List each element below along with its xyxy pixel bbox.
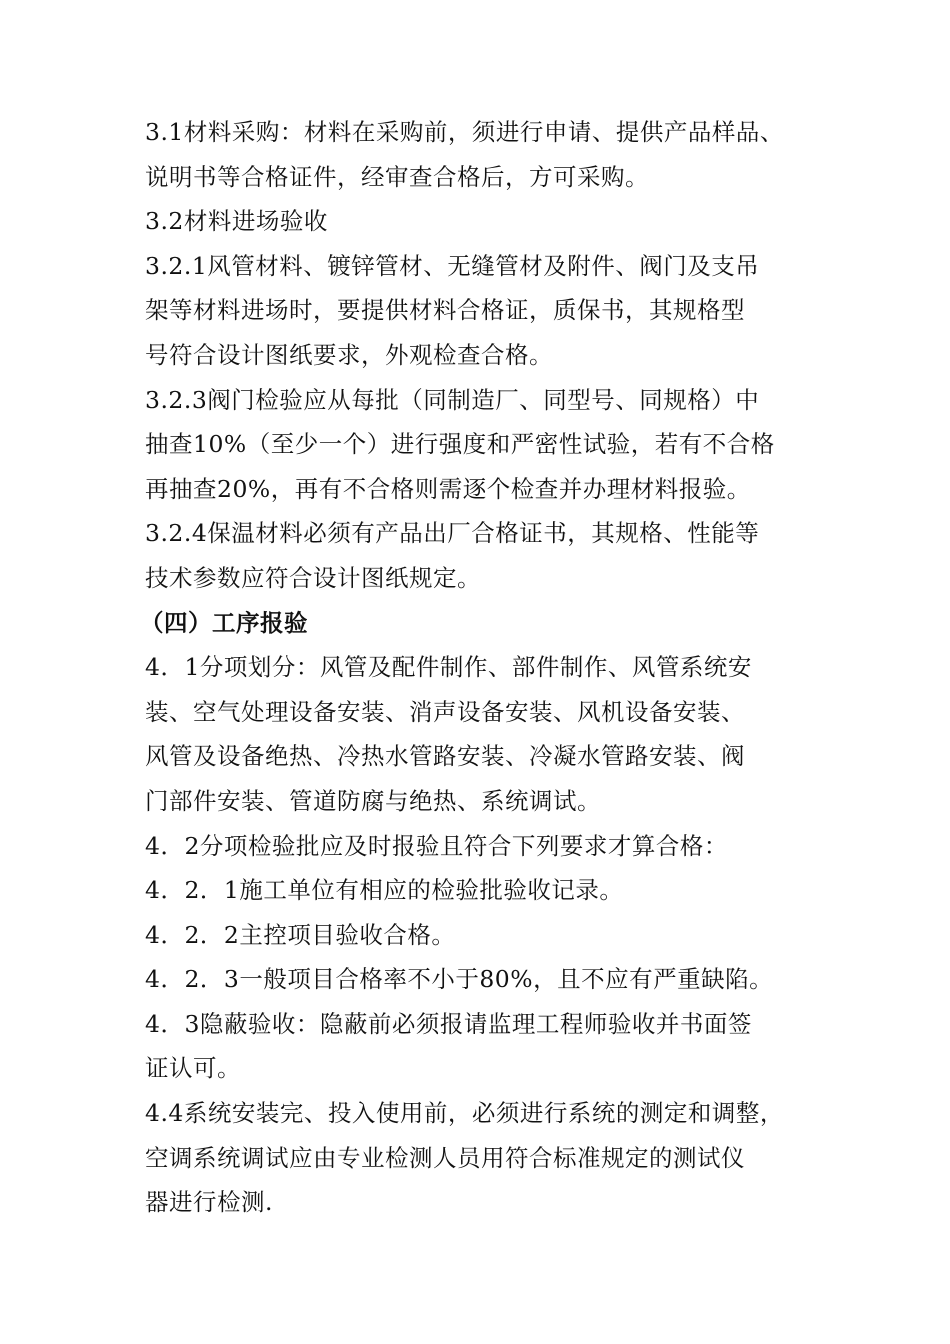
paragraph-3-2-4-line-1: 3.2.4保温材料必须有产品出厂合格证书，其规格、性能等 [145,519,760,548]
document-body [140,110,835,1225]
paragraph-4-3-line-2: 证认可。 [145,1054,241,1083]
paragraph-4-1-line-4: 门部件安装、管道防腐与绝热、系统调试。 [145,786,601,815]
paragraph-3-2-3-line-3: 再抽查20%，再有不合格则需逐个检查并办理材料报验。 [145,474,751,503]
paragraph-4-2-3: 4．2．3一般项目合格率不小于80%，且不应有严重缺陷。 [145,965,774,994]
paragraph-3-2-3-line-1: 3.2.3阀门检验应从每批（同制造厂、同型号、同规格）中 [145,385,760,414]
paragraph-4-2-line-1: 4．2分项检验批应及时报验且符合下列要求才算合格： [145,831,728,860]
paragraph-3-2-1-line-1: 3.2.1风管材料、镀锌管材、无缝管材及附件、阀门及支吊 [145,251,760,280]
paragraph-3-2-title: 3.2材料进场验收 [145,207,328,236]
section-heading-4: （四）工序报验 [140,608,308,637]
paragraph-3-1-line-1: 3.1材料采购：材料在采购前，须进行申请、提供产品样品、 [145,118,784,146]
paragraph-3-2-3-line-2: 抽查10%（至少一个）进行强度和严密性试验，若有不合格 [145,430,775,459]
paragraph-4-4-line-2: 空调系统调试应由专业检测人员用符合标准规定的测试仪 [145,1143,745,1172]
paragraph-4-3-line-1: 4．3隐蔽验收：隐蔽前必须报请监理工程师验收并书面签 [145,1009,752,1038]
paragraph-4-1-line-2: 装、空气处理设备安装、消声设备安装、风机设备安装、 [145,697,745,726]
paragraph-3-1-line-2: 说明书等合格证件，经审查合格后，方可采购。 [145,162,649,191]
paragraph-4-2-1: 4．2．1施工单位有相应的检验批验收记录。 [145,876,624,905]
paragraph-4-4-line-3: 器进行检测. [145,1188,273,1217]
paragraph-4-2-2: 4．2．2主控项目验收合格。 [145,920,456,949]
paragraph-3-2-1-line-3: 号符合设计图纸要求，外观检查合格。 [145,340,553,369]
paragraph-4-1-line-1: 4．1分项划分：风管及配件制作、部件制作、风管系统安 [145,653,752,682]
paragraph-4-4-line-1: 4.4系统安装完、投入使用前，必须进行系统的测定和调整， [145,1099,784,1128]
paragraph-3-2-4-line-2: 技术参数应符合设计图纸规定。 [145,563,481,592]
paragraph-3-2-1-line-2: 架等材料进场时，要提供材料合格证，质保书，其规格型 [145,296,745,325]
paragraph-4-1-line-3: 风管及设备绝热、冷热水管路安装、冷凝水管路安装、阀 [145,742,745,771]
